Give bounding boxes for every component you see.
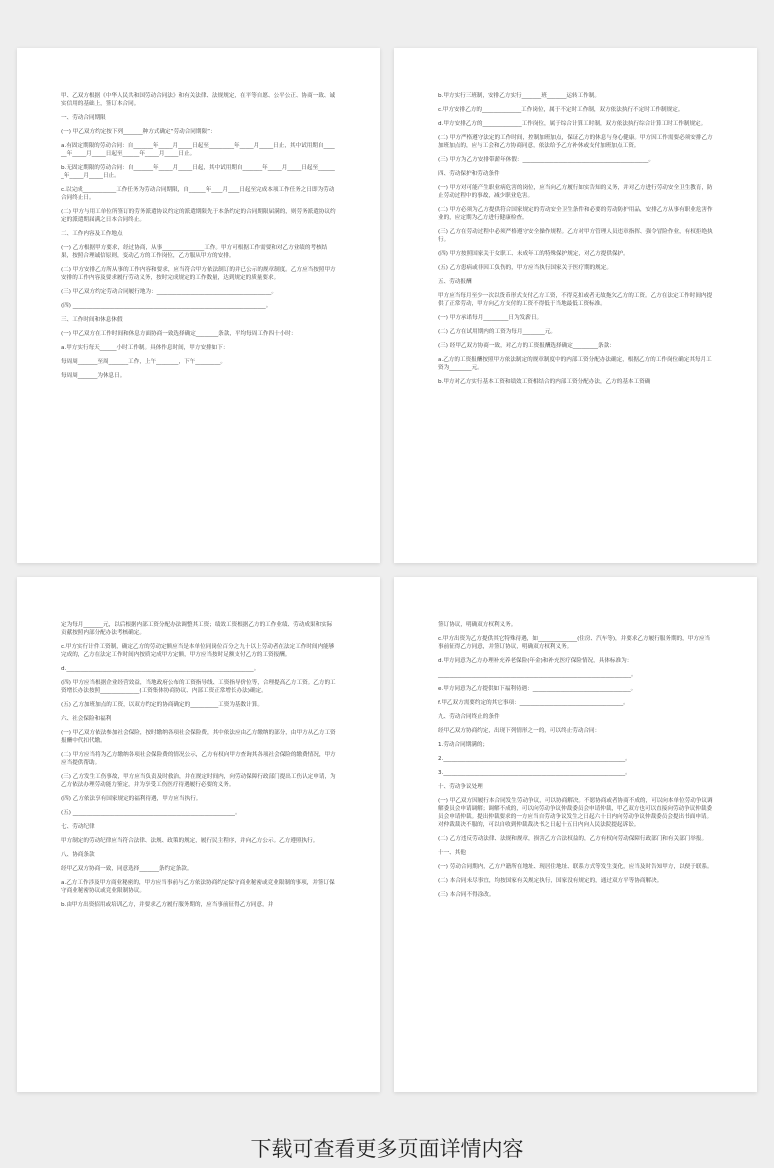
page-1-line: 一、劳动合同期限 (61, 115, 106, 121)
page-2-line: (一) 甲方对可能产生职业病危害的岗位，应当向乙方履行如实告知的义务，并对乙方进行劳动安全卫生教育，防止劳动过程中的事故，减少职业危害。 (438, 185, 713, 199)
page-2-line: (三) 经甲乙双方协商一致，对乙方的工资报酬选择确定_________条款： (438, 343, 615, 349)
page-1-line: (四) _____________________________________________________________________。 (61, 303, 272, 309)
document-page-2 (394, 48, 757, 563)
page-4-line: (二) 本合同未尽事宜，均按国家有关规定执行，国家没有规定的，通过双方平等协商解决。 (438, 878, 663, 884)
page-3-line: a.乙方工作涉及甲方商业秘密的，甲方应当事前与乙方依法协商约定保守商业秘密或竞业限制的事项，并签订保守商业秘密协议或竞业限制协议。 (61, 880, 335, 894)
page-3-line: (四) 乙方依法享有国家规定的福利待遇，甲方应当执行。 (61, 796, 202, 802)
page-2-line: c.甲方安排乙方的______________工作岗位，属于不定时工作制，双方依法执行不定时工作制规定。 (438, 107, 684, 113)
page-3-line: b.由甲方出资招用或培训乙方，并要求乙方履行服务期的，应当事前征得乙方同意，并 (61, 902, 274, 908)
page-1-line: 二、工作内容及工作地点 (61, 231, 123, 237)
page-3-line: (三) 乙方发生工伤事故，甲方应当负责及时救治，并在规定时间内，向劳动保障行政部门提出工伤认定申请，为乙方依法办理劳动能力鉴定，并为享受工伤医疗待遇履行必要的义务。 (61, 774, 336, 788)
page-2-line: (三) 甲方为乙方安排带薪年休假：_____________________________________________。 (438, 157, 654, 163)
page-4-line: 十、劳动争议处理 (438, 784, 483, 790)
page-4-line: d.甲方同意为乙方办理补充养老保险(年金)和补充医疗保险情况，具体标准为： (438, 658, 633, 664)
page-2-line: (二) 乙方在试用期内的工资为每月________元。 (438, 329, 557, 335)
page-2-line: b.甲方实行三班制，安排乙方实行_______班_______运转工作制。 (438, 93, 600, 99)
page-3-line: (一) 甲乙双方依法参加社会保险，按时缴纳各项社会保险费，其中依法应由乙方缴纳的部分，由甲方从乙方工资报酬中代扣代缴。 (61, 730, 336, 744)
page-4-content (438, 621, 713, 1080)
page-2-line: d.甲方安排乙方的______________工作岗位，属于综合计算工时制，双方依法执行综合计算工时工作制规定。 (438, 121, 707, 127)
page-4-line: 十一、其他 (438, 850, 466, 856)
document-page-1 (17, 48, 380, 563)
page-3-line: 经甲乙双方协商一致，同意选择_______条约定条款。 (61, 866, 193, 872)
page-3-content (61, 621, 336, 1080)
page-2-line: (三) 乙方在劳动过程中必须严格遵守安全操作规程。乙方对甲方管理人员违章指挥、强令冒险作业，有权拒绝执行。 (438, 229, 713, 243)
page-1-line: (三) 甲乙双方约定劳动合同履行地为：_________________________________________。 (61, 289, 277, 295)
page-4-line: 3._________________________________________________________________。 (438, 770, 631, 776)
page-4-line: 九、劳动合同终止的条件 (438, 714, 500, 720)
document-page-3 (17, 577, 380, 1092)
page-2-line: 五、劳动报酬 (438, 279, 472, 285)
page-3-line: (二) 甲方应当将为乙方缴纳各项社会保险费的情况公示，乙方有权向甲方查询其各项社会保险的缴费情况，甲方应当提供帮助。 (61, 752, 336, 766)
page-2-line: 甲方应当每月至少一次以货币形式支付乙方工资，不得克扣或者无故拖欠乙方的工资。乙方在法定工作时间内提供了正常劳动，甲方向乙方支付的工资不得低于当地最低工资标准。 (438, 293, 713, 307)
page-2-line: (五) 乙方患病或非因工负伤的，甲方应当执行国家关于医疗期的规定。 (438, 265, 612, 271)
page-3-line: (四) 甲方应当根据企业经营效益，当地政府公布的工资指导线、工资指导价位等，合理提高乙方工资。乙方的工资增长办法按照______________(工资集体协商协议、内部工资正常增长办法)确定。 (61, 680, 336, 694)
page-4-line: f.甲乙双方需要约定的其它事项：_____________________________________。 (438, 700, 629, 706)
page-4-line: (一) 甲乙双方因履行本合同发生劳动争议，可以协商解决。不愿协商或者协商不成的，可以向本单位劳动争议调解委员会申请调解；调解不成的，可以向劳动争议仲裁委员会申请仲裁，甲乙双方也可以直接向劳动争议仲裁委员会申请仲裁。提出仲裁要求的一方应当自劳动争议发生之日起六十日内向劳动争议仲裁委员会提出书面申请。对仲裁裁决不服的，可以自收到仲裁裁决书之日起十五日内向人民法院提起诉讼。 (438, 798, 713, 828)
page-1-line: (二) 甲方安排乙方所从事的工作内容和要求，应当符合甲方依法制订的并已公示的规章制度。乙方应当按照甲方安排的工作内容及要求履行劳动义务，按时完成规定的工作数量，达到规定的质量要求。 (61, 267, 336, 281)
page-4-line: 经甲乙双方协商约定，出现下列情形之一的，可以终止劳动合同： (438, 728, 601, 734)
page-1-line: (一) 甲乙双方在工作时间和休息方面协商一致选择确定________条款，平均每周工作四十小时： (61, 331, 297, 337)
page-4-line: (一) 劳动合同期内，乙方户籍所在地址、现居住地址、联系方式等发生变化，应当及时告知甲方，以便于联系。 (438, 864, 713, 870)
page-3-line: 六、社会保险和福利 (61, 716, 112, 722)
page-3-line: 八、协商条款 (61, 852, 95, 858)
page-4-line: 签订协议，明确双方权利义务。 (438, 622, 517, 628)
download-more-caption[interactable]: 下载可查看更多页面详情内容 (250, 1137, 524, 1161)
page-1-line: 每周周_______至周_______工作，上午________，下午_________。 (61, 359, 227, 365)
page-1-line: a.有固定期限的劳动合同：自_______年_____月_____日起至_________年_____月_____日止，其中试用期自______年_____月_____日起至______年_____月_____日止。 (61, 143, 335, 157)
page-1-line: (二) 甲方与用工单位所签订的劳务派遣协议约定的派遣期限先于本条约定的合同期限届满的，则劳务派遣协议约定的派遣期届满之日本合同终止。 (61, 209, 336, 223)
page-1-line: a.甲方实行每天______小时工作制。具体作息时间，甲方安排如下： (61, 345, 229, 351)
page-3-line: (五) __________________________________________________________。 (61, 810, 241, 816)
page-3-line: 七、劳动纪律 (61, 824, 95, 830)
page-2-line: a.乙方的工资报酬按照甲方依法制定的规章制度中的内部工资分配办法确定，根据乙方的工作岗位确定其每月工资为________元。 (438, 357, 712, 371)
page-3-line: 甲方制定的劳动纪律应当符合法律、法规、政策的规定，履行民主程序，并向乙方公示。乙方遵照执行。 (61, 838, 319, 844)
page-1-line: 每周周_______为休息日。 (61, 373, 126, 379)
document-page-4 (394, 577, 757, 1092)
page-3-line: c.甲方实行计件工资制，确定乙方的劳动定额应当是本单位同岗位百分之九十以上劳动者在法定工作时间内能够完成的，乙方在法定工作时间内按质完成甲方定额，甲方应当按时足额支付乙方的工资报酬。 (61, 644, 335, 658)
page-2-line: (二) 甲方严格遵守法定的工作时间，控制加班加点，保证乙方的休息与身心健康。甲方因工作需要必须安排乙方加班加点的，应与工会和乙方协商同意，依法给予乙方补休或支付加班加点工资。 (438, 135, 713, 149)
page-1-content (61, 92, 336, 551)
page-2-line: (四) 甲方按照国家关于女职工、未成年工的特殊保护规定，对乙方提供保护。 (438, 251, 629, 257)
page-4-line: (二) 乙方违反劳动法律、法规和规章，损害乙方合法权益的，乙方有权向劳动保障行政部门和有关部门举报。 (438, 836, 708, 842)
page-1-line: 甲、乙双方根据《中华人民共和国劳动合同法》和有关法律、法规规定，在平等自愿、公平公正、协商一致、诚实信用的基础上，签订本合同。 (61, 93, 336, 107)
page-2-line: (二) 甲方必须为乙方提供符合国家规定的劳动安全卫生条件和必要的劳动防护用品，安排乙方从事有职业危害作业的，应定期为乙方进行健康检查。 (438, 207, 713, 221)
page-1-line: (一) 甲乙双方约定按下列_______种方式确定“劳动合同期限”： (61, 129, 216, 135)
page-4-line: c.甲方出资为乙方提供其它特殊待遇，如______________(住房、汽车等)，并要求乙方履行服务期的，甲方应当事前征得乙方同意，并签订协议，明确双方权利义务。 (438, 636, 711, 650)
page-2-line: (一) 甲方承诺每月_________日为发薪日。 (438, 315, 543, 321)
page-2-line: 四、劳动保护和劳动条件 (438, 171, 500, 177)
page-2-content (438, 92, 713, 551)
page-2-line: b.甲方对乙方实行基本工资和绩效工资相结合的内部工资分配办法，乙方的基本工资确 (438, 379, 651, 385)
page-3-line: d.___________________________________________________________________。 (61, 666, 260, 672)
page-3-line: 定为每月_______元，以后根据内部工资分配办法调整其工资；绩效工资根据乙方的工作业绩、劳动成果和实际贡献按照内部分配办法考核确定。 (61, 622, 333, 636)
page-1-line: (一) 乙方根据甲方要求，经过协商，从事_______________工作。甲方可根据工作需要和对乙方业绩的考核结果，按照合理诚信原则，变动乙方的工作岗位，乙方服从甲方的安排。 (61, 245, 328, 259)
page-3-line: (五) 乙方加班加点的工资，以双方约定的协商确定的__________工资为基数计算。 (61, 702, 263, 708)
page-1-line: 三、工作时间和休息休假 (61, 317, 123, 323)
page-4-line: 1.劳动合同期满的； (438, 742, 489, 748)
page-1-line: b.无固定期限的劳动合同：自_______年_____月_____日起，其中试用期自_______年_____月_____日起至_______年_____月_____日止。 (61, 165, 335, 179)
page-4-line: (三) 本合同不得涂改。 (438, 892, 495, 898)
page-4-line: e.甲方同意为乙方提供如下福利待遇：___________________________________。 (438, 686, 637, 692)
page-1-line: c.以完成____________工作任务为劳动合同期限，自______年____月____日起至完成本项工作任务之日即为劳动合同终止日。 (61, 187, 335, 201)
page-4-line: 2._________________________________________________________________。 (438, 756, 631, 762)
page-4-line: _____________________________________________________________________。 (438, 672, 637, 678)
